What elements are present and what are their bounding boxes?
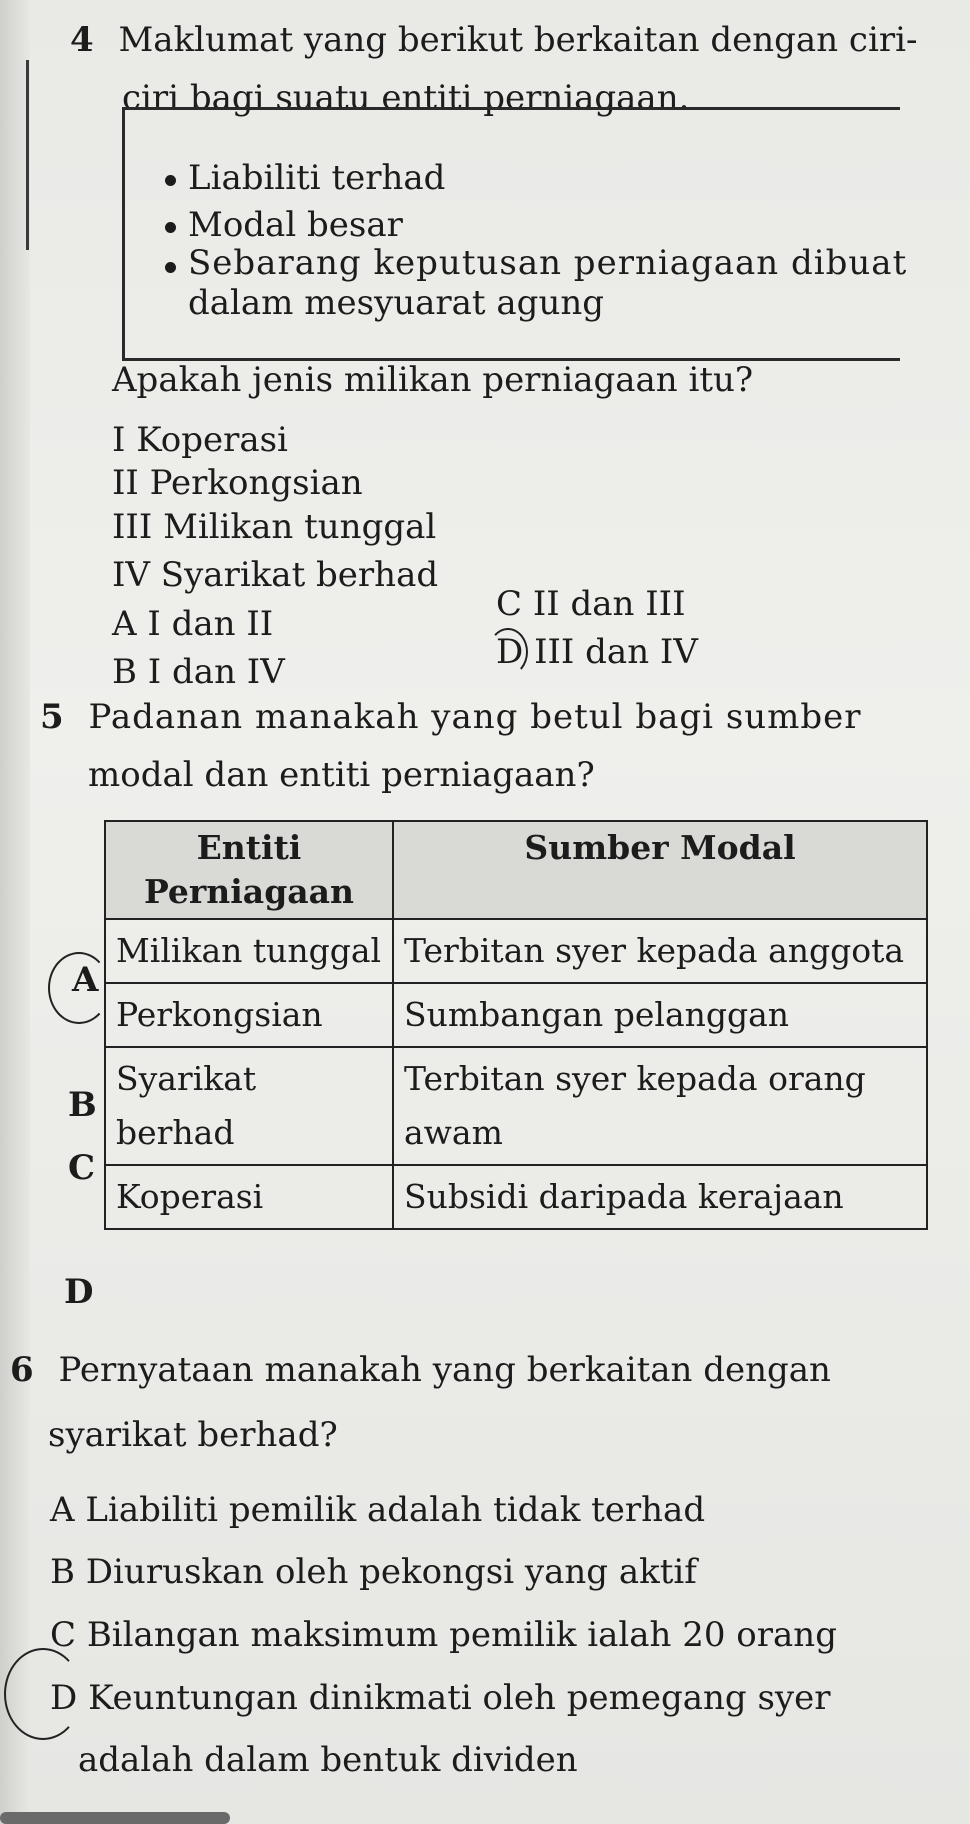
q4-option-d[interactable]: D III dan IV	[496, 632, 698, 672]
cell-source: Terbitan syer kepada orang awam	[393, 1047, 927, 1165]
q6-option-d[interactable]: D Keuntungan dinikmati oleh pemegang syer	[50, 1678, 831, 1718]
q6-option-c[interactable]: C Bilangan maksimum pemilik ialah 20 orang	[50, 1615, 837, 1655]
q4-roman-3: III Milikan tunggal	[112, 507, 437, 547]
q4-roman-1: I Koperasi	[112, 420, 288, 460]
q4-intro-line2: ciri bagi suatu entiti perniagaan.	[122, 78, 690, 118]
q6-line1	[10, 1350, 831, 1390]
q5-line1	[40, 697, 862, 737]
q4-intro-line1	[70, 20, 917, 60]
cell-entity: Koperasi	[105, 1165, 393, 1229]
table-row	[105, 983, 927, 1047]
cell-entity: Perkongsian	[105, 983, 393, 1047]
q5-line2: modal dan entiti perniagaan?	[88, 755, 595, 795]
q5-number: 5	[40, 697, 64, 737]
bullet-icon	[165, 175, 176, 186]
bullet-icon	[165, 222, 176, 233]
header-entity: Entiti Perniagaan	[105, 821, 393, 919]
q4-option-a[interactable]: A I dan II	[112, 604, 274, 644]
q5-option-b-label[interactable]: B	[68, 1085, 97, 1125]
cell-source: Terbitan syer kepada anggota	[393, 919, 927, 983]
q6-line1-text: Pernyataan manakah yang berkaitan dengan	[58, 1350, 831, 1390]
bullet-icon	[165, 262, 176, 273]
answer-mark-icon	[48, 952, 110, 1024]
margin-line	[26, 60, 29, 250]
q5-line1-text: Padanan manakah yang betul bagi sumber	[88, 697, 862, 737]
q4-box-item-3: Sebarang keputusan perniagaan dibuat	[188, 243, 908, 283]
q4-question: Apakah jenis milikan perniagaan itu?	[112, 360, 754, 400]
q6-line2: syarikat berhad?	[48, 1415, 338, 1455]
answer-mark-icon	[488, 628, 528, 676]
table-row	[105, 1165, 927, 1229]
q4-number: 4	[70, 20, 94, 60]
cell-source: Subsidi daripada kerajaan	[393, 1165, 927, 1229]
table-row	[105, 919, 927, 983]
q6-option-a[interactable]: A Liabiliti pemilik adalah tidak terhad	[50, 1490, 706, 1530]
q6-option-b[interactable]: B Diuruskan oleh pekongsi yang aktif	[50, 1552, 697, 1592]
q5-option-c-label[interactable]: C	[68, 1148, 96, 1188]
cell-source: Sumbangan pelanggan	[393, 983, 927, 1047]
table-header-row	[105, 821, 927, 919]
q4-box-item-1: Liabiliti terhad	[188, 158, 446, 198]
cell-entity: Syarikat berhad	[105, 1047, 393, 1165]
answer-mark-icon	[4, 1648, 82, 1740]
q6-number: 6	[10, 1350, 34, 1390]
cell-entity: Milikan tunggal	[105, 919, 393, 983]
q5-table	[104, 820, 928, 1230]
header-source: Sumber Modal	[393, 821, 927, 919]
page-edge-shadow	[0, 0, 30, 1824]
table-row	[105, 1047, 927, 1165]
q5-option-a-label[interactable]: A	[72, 960, 99, 1000]
q5-option-d-label[interactable]: D	[64, 1272, 94, 1312]
q4-intro-text: Maklumat yang berikut berkaitan dengan ciri-	[118, 20, 918, 60]
q4-option-b[interactable]: B I dan IV	[112, 652, 285, 692]
q4-roman-2: II Perkongsian	[112, 463, 363, 503]
q4-box-item-3-cont: dalam mesyuarat agung	[188, 283, 605, 323]
q4-box-item-2: Modal besar	[188, 205, 403, 245]
page-edge-mark	[0, 1812, 230, 1824]
q4-roman-4: IV Syarikat berhad	[112, 555, 439, 595]
q4-option-c[interactable]: C II dan III	[496, 584, 686, 624]
q6-option-d-cont: adalah dalam bentuk dividen	[78, 1740, 578, 1780]
